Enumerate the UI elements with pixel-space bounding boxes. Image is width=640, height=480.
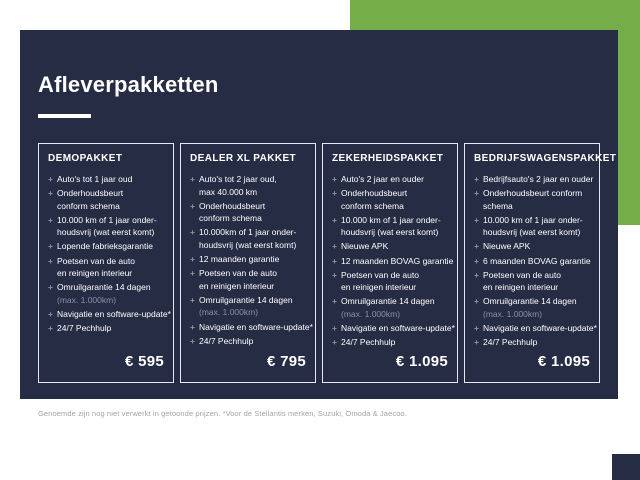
feature-item	[332, 336, 448, 349]
plus-bullet-icon: +	[190, 321, 195, 332]
feature-text: Poetsen van de auto	[57, 255, 135, 266]
feature-text: Onderhoudsbeurt	[341, 188, 408, 199]
plus-bullet-icon: +	[332, 241, 337, 252]
package-card	[322, 143, 458, 383]
feature-item	[190, 226, 306, 251]
feature-item	[190, 335, 306, 348]
feature-text: Omruilgarantie 14 dagen	[199, 294, 293, 305]
plus-bullet-icon: +	[190, 254, 195, 265]
feature-text: 10.000 km of 1 jaar onder-	[483, 214, 583, 225]
feature-text: (max. 1.000km)	[199, 307, 259, 318]
feature-line	[332, 214, 448, 227]
feature-text: (max. 1.000km)	[483, 308, 543, 319]
plus-bullet-icon: +	[190, 335, 195, 346]
feature-item	[48, 255, 164, 280]
feature-text: en reinigen interieur	[199, 280, 275, 291]
feature-text: 24/7 Pechhulp	[483, 337, 538, 348]
feature-line	[48, 308, 171, 321]
plus-bullet-icon: +	[48, 308, 53, 319]
feature-line	[190, 267, 306, 280]
feature-line	[474, 269, 590, 282]
plus-bullet-icon: +	[48, 255, 53, 266]
feature-line	[190, 200, 306, 213]
feature-line	[48, 255, 164, 268]
feature-line	[48, 281, 164, 294]
package-title: DEMOPAKKET	[48, 153, 123, 164]
package-title: ZEKERHEIDSPAKKET	[332, 153, 444, 164]
feature-text: Auto's tot 1 jaar oud	[57, 174, 133, 184]
plus-bullet-icon: +	[332, 337, 337, 348]
feature-text: 6 maanden BOVAG garantie	[483, 255, 591, 266]
feature-text: en reinigen interieur	[341, 282, 417, 293]
feature-text: conform schema	[57, 200, 120, 211]
feature-line	[190, 253, 306, 266]
feature-line	[190, 239, 306, 252]
feature-text: Navigatie en software-update*	[341, 323, 455, 334]
feature-text: Onderhoudsbeurt conform	[483, 188, 583, 199]
plus-bullet-icon: +	[474, 337, 479, 348]
feature-line	[474, 322, 597, 335]
feature-text: houdsvrij (wat eerst komt)	[57, 227, 155, 238]
feature-item	[48, 173, 164, 186]
feature-line	[48, 226, 164, 239]
feature-text: conform schema	[341, 200, 404, 211]
plus-bullet-icon: +	[332, 323, 337, 334]
plus-bullet-icon: +	[332, 296, 337, 307]
package-card	[464, 143, 617, 383]
feature-text: houdsvrij (wat eerst komt)	[199, 239, 297, 250]
feature-text: 10.000 km of 1 jaar onder-	[341, 214, 441, 225]
feature-text: Navigatie en software-update*	[57, 308, 171, 319]
feature-line	[190, 226, 306, 239]
feature-text: Navigatie en software-update*	[199, 321, 313, 332]
package-feature-list	[48, 173, 171, 336]
feature-line	[190, 212, 306, 225]
package-feature-list	[190, 173, 313, 349]
feature-text: max 40.000 km	[199, 186, 258, 197]
feature-line	[190, 306, 306, 319]
feature-text: 10.000 km of 1 jaar onder-	[57, 214, 157, 225]
package-cards	[38, 143, 617, 383]
plus-bullet-icon: +	[332, 188, 337, 199]
feature-item	[332, 322, 455, 335]
feature-line	[190, 335, 306, 348]
feature-text: Bedrijfsauto's 2 jaar en ouder	[483, 174, 594, 184]
plus-bullet-icon: +	[190, 200, 195, 211]
feature-item	[190, 173, 306, 198]
feature-text: Poetsen van de auto	[341, 269, 419, 280]
plus-bullet-icon: +	[474, 214, 479, 225]
package-feature-list	[474, 173, 597, 350]
feature-line	[474, 187, 590, 200]
feature-line	[474, 308, 590, 321]
feature-item	[48, 308, 171, 321]
feature-line	[190, 173, 306, 186]
feature-item	[474, 255, 590, 268]
plus-bullet-icon: +	[48, 214, 53, 225]
feature-text: conform schema	[199, 213, 262, 224]
feature-item	[48, 240, 164, 253]
plus-bullet-icon: +	[474, 255, 479, 266]
page-title: Afleverpakketten	[38, 72, 219, 97]
feature-line	[332, 240, 448, 253]
feature-line	[332, 200, 448, 213]
feature-text: Nieuwe APK	[341, 241, 389, 252]
plus-bullet-icon: +	[474, 174, 479, 184]
feature-item	[474, 214, 590, 239]
feature-text: Onderhoudsbeurt	[57, 188, 124, 199]
feature-line	[332, 187, 448, 200]
feature-line	[332, 281, 448, 294]
package-price: € 595	[124, 353, 164, 370]
feature-line	[332, 269, 448, 282]
package-card	[180, 143, 316, 383]
feature-text: 12 maanden garantie	[199, 254, 280, 265]
feature-item	[332, 255, 454, 268]
feature-text: houdsvrij (wat eerst komt)	[483, 227, 581, 238]
feature-item	[474, 187, 590, 212]
footnote: Genoemde zijn nog niet verwerkt in getoonde prijzen. *Voor de Stellantis merken, Suzuki, Omoda & Jaecoo.	[38, 409, 407, 418]
feature-line	[190, 280, 306, 293]
feature-line	[332, 336, 448, 349]
plus-bullet-icon: +	[48, 174, 53, 184]
feature-text: Auto's tot 2 jaar oud,	[199, 174, 277, 184]
feature-line	[474, 173, 594, 186]
feature-item	[474, 269, 590, 294]
plus-bullet-icon: +	[190, 268, 195, 279]
package-price: € 1.095	[395, 353, 448, 370]
feature-line	[474, 200, 590, 213]
feature-line	[190, 186, 306, 199]
feature-line	[474, 240, 590, 253]
feature-line	[332, 295, 448, 308]
feature-item	[190, 253, 306, 266]
feature-line	[332, 308, 448, 321]
feature-text: en reinigen interieur	[483, 282, 559, 293]
plus-bullet-icon: +	[48, 241, 53, 252]
feature-line	[48, 294, 164, 307]
feature-line	[332, 173, 448, 186]
feature-text: 24/7 Pechhulp	[341, 337, 396, 348]
feature-item	[48, 214, 164, 239]
feature-line	[474, 281, 590, 294]
feature-text: Omruilgarantie 14 dagen	[341, 296, 435, 307]
feature-item	[474, 240, 590, 253]
title-underline	[38, 114, 91, 118]
feature-item	[474, 295, 590, 320]
feature-text: 24/7 Pechhulp	[57, 323, 112, 334]
feature-line	[474, 295, 590, 308]
feature-line	[474, 255, 590, 268]
packages-panel	[20, 30, 618, 399]
feature-line	[474, 214, 590, 227]
feature-line	[48, 187, 164, 200]
plus-bullet-icon: +	[332, 269, 337, 280]
feature-item	[190, 294, 306, 319]
plus-bullet-icon: +	[190, 174, 195, 184]
feature-item	[474, 322, 597, 335]
feature-line	[332, 322, 455, 335]
package-title: DEALER XL PAKKET	[190, 153, 297, 164]
feature-line	[48, 214, 164, 227]
feature-item	[332, 240, 448, 253]
feature-text: Omruilgarantie 14 dagen	[57, 282, 151, 293]
feature-line	[190, 294, 306, 307]
feature-item	[48, 322, 164, 335]
feature-text: (max. 1.000km)	[57, 294, 117, 305]
feature-item	[190, 200, 306, 225]
feature-item	[474, 173, 594, 186]
feature-item	[332, 269, 448, 294]
feature-line	[48, 267, 164, 280]
feature-text: Lopende fabrieksgarantie	[57, 241, 153, 252]
feature-item	[48, 281, 164, 306]
package-card	[38, 143, 174, 383]
feature-line	[332, 255, 454, 268]
feature-text: Poetsen van de auto	[483, 269, 561, 280]
feature-text: Onderhoudsbeurt	[199, 200, 266, 211]
feature-line	[332, 226, 448, 239]
plus-bullet-icon: +	[190, 294, 195, 305]
feature-text: 10.000km of 1 jaar onder-	[199, 227, 297, 238]
feature-text: en reinigen interieur	[57, 268, 133, 279]
feature-text: 24/7 Pechhulp	[199, 335, 254, 346]
package-price: € 1.095	[537, 353, 590, 370]
feature-item	[48, 187, 164, 212]
plus-bullet-icon: +	[474, 296, 479, 307]
navy-corner-accent	[612, 454, 640, 480]
plus-bullet-icon: +	[474, 269, 479, 280]
feature-item	[332, 214, 448, 239]
feature-item	[190, 267, 306, 292]
feature-line	[474, 226, 590, 239]
plus-bullet-icon: +	[332, 255, 337, 266]
plus-bullet-icon: +	[190, 227, 195, 238]
feature-line	[48, 240, 164, 253]
feature-line	[48, 173, 164, 186]
feature-text: houdsvrij (wat eerst komt)	[341, 227, 439, 238]
feature-text: schema	[483, 200, 513, 211]
feature-item	[332, 295, 448, 320]
feature-text: Omruilgarantie 14 dagen	[483, 296, 577, 307]
plus-bullet-icon: +	[48, 282, 53, 293]
feature-line	[48, 322, 164, 335]
feature-text: 12 maanden BOVAG garantie	[341, 255, 454, 266]
feature-text: Auto's 2 jaar en ouder	[341, 174, 424, 184]
feature-item	[474, 336, 590, 349]
feature-text: Navigatie en software-update*	[483, 323, 597, 334]
feature-text: (max. 1.000km)	[341, 308, 401, 319]
feature-item	[332, 187, 448, 212]
feature-text: Poetsen van de auto	[199, 268, 277, 279]
plus-bullet-icon: +	[332, 174, 337, 184]
feature-item	[190, 321, 313, 334]
plus-bullet-icon: +	[474, 323, 479, 334]
plus-bullet-icon: +	[48, 188, 53, 199]
plus-bullet-icon: +	[474, 241, 479, 252]
feature-line	[474, 336, 590, 349]
package-price: € 795	[266, 353, 306, 370]
feature-line	[48, 200, 164, 213]
plus-bullet-icon: +	[48, 323, 53, 334]
feature-text: Nieuwe APK	[483, 241, 531, 252]
package-title: BEDRIJFSWAGENSPAKKET	[474, 153, 617, 164]
feature-line	[190, 321, 313, 334]
package-feature-list	[332, 173, 455, 350]
plus-bullet-icon: +	[474, 188, 479, 199]
plus-bullet-icon: +	[332, 214, 337, 225]
feature-item	[332, 173, 448, 186]
